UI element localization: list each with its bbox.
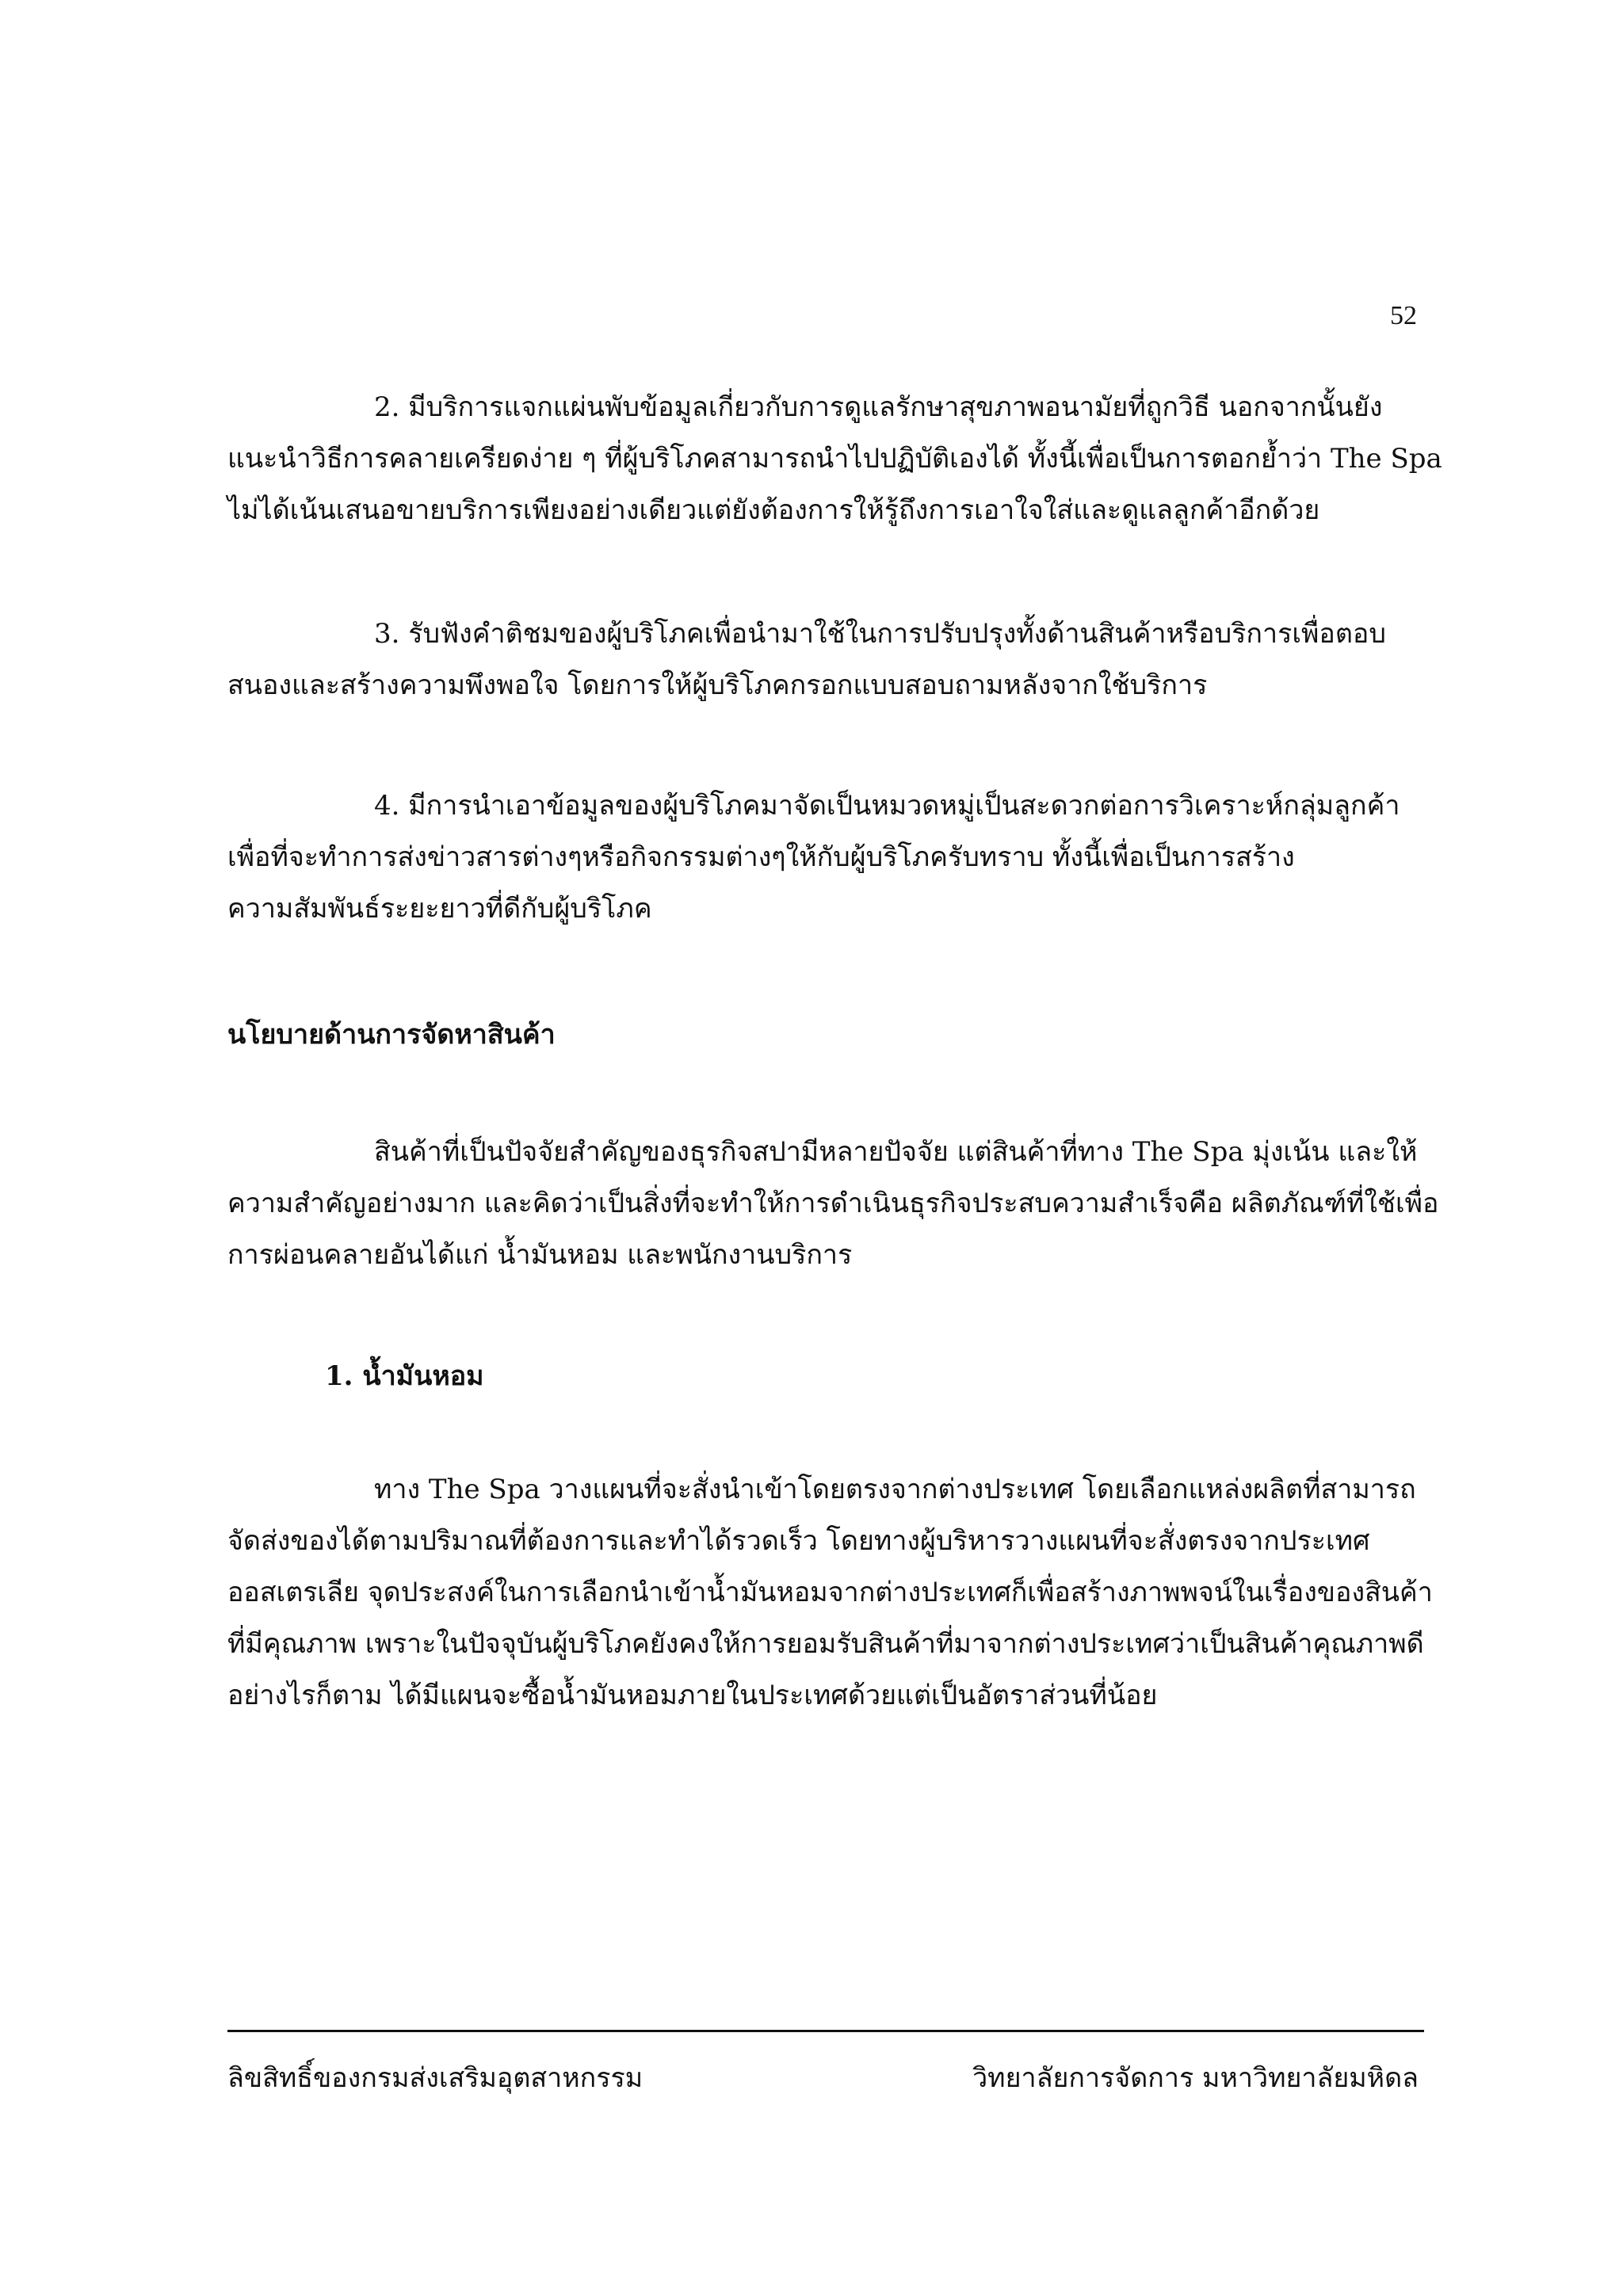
paragraph-4 xyxy=(227,780,1438,935)
paragraph-line: ไม่ได้เน้นเสนอขายบริการเพียงอย่างเดียวแต่ยังต้องการให้รู้ถึงการเอาใจใส่และดูแลลูกค้าอีกด้วย xyxy=(227,494,1320,526)
paragraph-line: การผ่อนคลายอันได้แก่ น้ำมันหอม และพนักงานบริการ xyxy=(227,1239,853,1271)
paragraph-line: ความสัมพันธ์ระยะยาวที่ดีกับผู้บริโภค xyxy=(227,893,652,925)
paragraph-line: ที่มีคุณภาพ เพราะในปัจจุบันผู้บริโภคยังคงให้การยอมรับสินค้าที่มาจากต่างประเทศว่าเป็นสินค้าคุณภาพดี xyxy=(227,1628,1424,1660)
paragraph-products xyxy=(227,1127,1438,1281)
paragraph-2 xyxy=(227,382,1442,536)
paragraph-line: 2. มีบริการแจกแผ่นพับข้อมูลเกี่ยวกับการดูแลรักษาสุขภาพอนามัยที่ถูกวิธี นอกจากนั้นยัง xyxy=(374,391,1383,423)
subheading-aroma-oil: 1. น้ำมันหอม xyxy=(325,1360,484,1392)
footer-divider xyxy=(227,2030,1424,2032)
paragraph-line: 3. รับฟังคำติชมของผู้บริโภคเพื่อนำมาใช้ในการปรับปรุงทั้งด้านสินค้าหรือบริการเพื่อตอบ xyxy=(374,618,1386,650)
page-number: 52 xyxy=(1390,301,1417,330)
paragraph-line: 4. มีการนำเอาข้อมูลของผู้บริโภคมาจัดเป็นหมวดหมู่เป็นสะดวกต่อการวิเคราะห์กลุ่มลูกค้า xyxy=(374,790,1400,822)
paragraph-aroma-oil xyxy=(227,1464,1438,1722)
section-heading-procurement: นโยบายด้านการจัดหาสินค้า xyxy=(227,1019,556,1051)
paragraph-3 xyxy=(227,608,1438,711)
paragraph-line: สนองและสร้างความพึงพอใจ โดยการให้ผู้บริโภคกรอกแบบสอบถามหลังจากใช้บริการ xyxy=(227,669,1208,701)
footer-copyright: ลิขสิทธิ์ของกรมส่งเสริมอุตสาหกรรม xyxy=(227,2062,643,2094)
footer-institution: วิทยาลัยการจัดการ มหาวิทยาลัยมหิดล xyxy=(972,2062,1419,2094)
paragraph-line: ออสเตรเลีย จุดประสงค์ในการเลือกนำเข้าน้ำมันหอมจากต่างประเทศก็เพื่อสร้างภาพพจน์ในเรื่องของสินค้า xyxy=(227,1577,1433,1608)
paragraph-line: ความสำคัญอย่างมาก และคิดว่าเป็นสิ่งที่จะทำให้การดำเนินธุรกิจประสบความสำเร็จคือ ผลิตภัณฑ์ที่ใช้เพื่อ xyxy=(227,1188,1439,1219)
paragraph-line: อย่างไรก็ตาม ได้มีแผนจะซื้อน้ำมันหอมภายในประเทศด้วยแต่เป็นอัตราส่วนที่น้อย xyxy=(227,1680,1158,1711)
paragraph-line: แนะนำวิธีการคลายเครียดง่าย ๆ ที่ผู้บริโภคสามารถนำไปปฏิบัติเองได้ ทั้งนี้เพื่อเป็นการตอกย้ำว่า The Spa xyxy=(227,443,1442,475)
paragraph-line: เพื่อที่จะทำการส่งข่าวสารต่างๆหรือกิจกรรมต่างๆให้กับผู้บริโภครับทราบ ทั้งนี้เพื่อเป็นการสร้าง xyxy=(227,841,1295,873)
paragraph-line: ทาง The Spa วางแผนที่จะสั่งนำเข้าโดยตรงจากต่างประเทศ โดยเลือกแหล่งผลิตที่สามารถ xyxy=(374,1474,1416,1505)
paragraph-line: จัดส่งของได้ตามปริมาณที่ต้องการและทำได้รวดเร็ว โดยทางผู้บริหารวางแผนที่จะสั่งตรงจากประเทศ xyxy=(227,1525,1370,1557)
paragraph-line: สินค้าที่เป็นปัจจัยสำคัญของธุรกิจสปามีหลายปัจจัย แต่สินค้าที่ทาง The Spa มุ่งเน้น และให้ xyxy=(374,1136,1418,1168)
